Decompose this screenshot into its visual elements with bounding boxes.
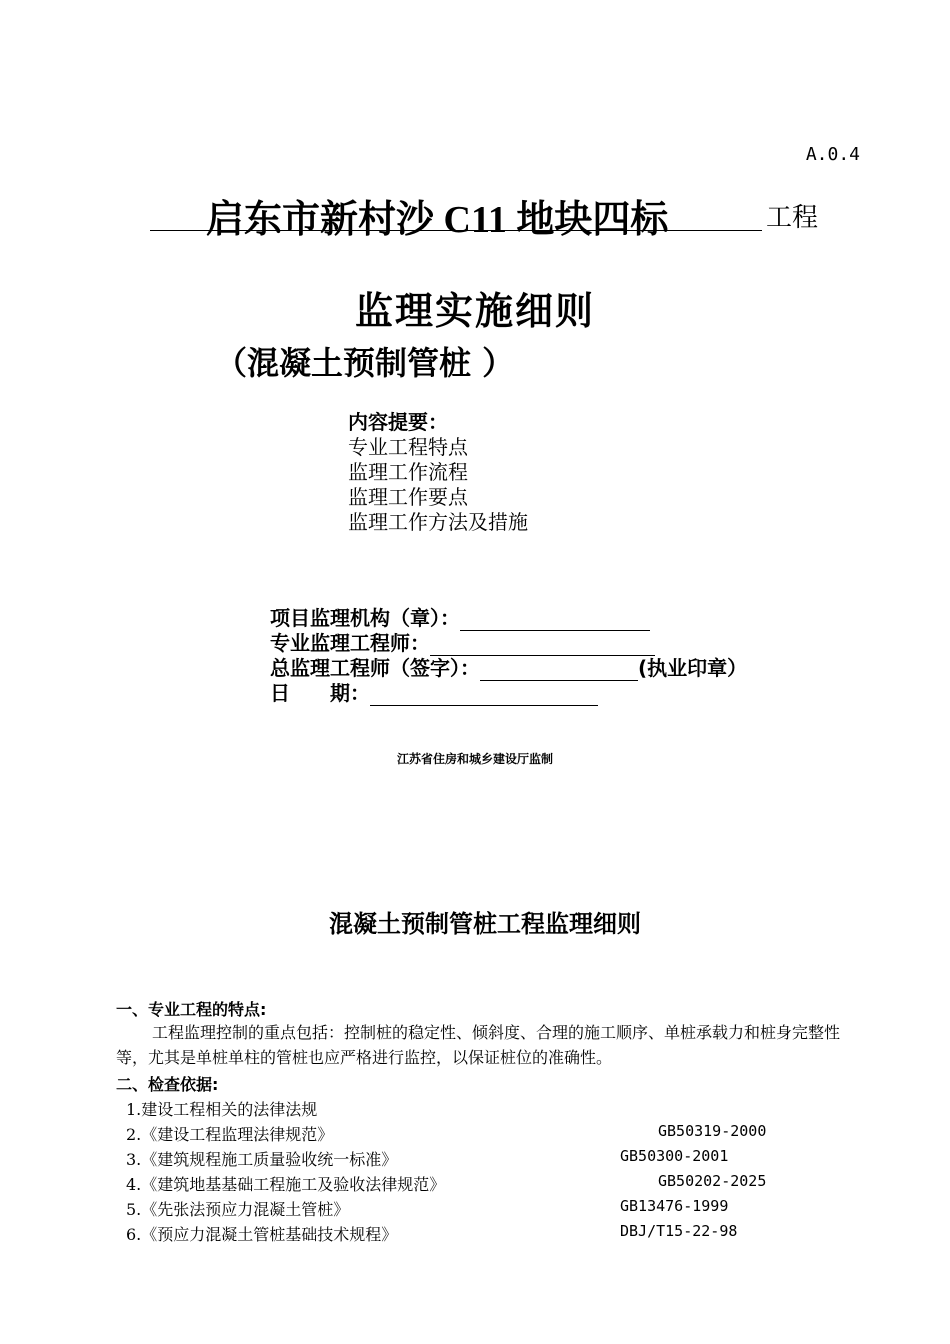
outline-item: 专业工程特点 <box>348 435 468 459</box>
outline-heading: 内容提要： <box>348 410 448 434</box>
date-label: 日 期： <box>270 681 370 705</box>
reference-code: DBJ/T15-22-98 <box>620 1222 738 1240</box>
reference-item: 4.《建筑地基基础工程施工及验收法律规范》 GB50202-2025 <box>126 1172 767 1194</box>
chief-label: 总监理工程师（签字）： <box>270 656 480 680</box>
outline-item: 监理工作流程 <box>348 460 468 484</box>
date-row <box>270 681 747 706</box>
project-name: 启东市新村沙 C11 地块四标 <box>206 199 669 241</box>
engineer-label: 专业监理工程师： <box>270 631 430 655</box>
reference-item: 6.《预应力混凝土管桩基础技术规程》 DBJ/T15-22-98 <box>126 1222 738 1244</box>
section1-heading: 一、专业工程的特点: <box>116 1000 267 1019</box>
form-code: A.0.4 <box>805 144 860 165</box>
reference-code: GB50300-2001 <box>620 1147 729 1165</box>
engineer-signature-line[interactable] <box>430 635 655 656</box>
content-outline <box>348 410 528 535</box>
reference-item: 2.《建设工程监理法律规范》 GB50319-2000 <box>126 1122 767 1144</box>
outline-item: 监理工作方法及措施 <box>348 510 528 534</box>
signature-block <box>270 606 747 706</box>
date-line[interactable] <box>370 685 598 706</box>
org-label: 项目监理机构（章）： <box>270 606 460 630</box>
org-signature-line[interactable] <box>460 610 650 631</box>
outline-item: 监理工作要点 <box>348 485 468 509</box>
chief-signature-line[interactable] <box>480 660 638 681</box>
section2-heading: 二、检查依据: <box>116 1075 219 1094</box>
reference-item: 3.《建筑规程施工质量验收统一标准》 GB50300-2001 <box>126 1147 729 1169</box>
seal-note: (执业印章） <box>638 656 748 680</box>
main-title: 监理实施细则 <box>354 289 595 333</box>
issuer-note: 江苏省住房和城乡建设厅监制 <box>396 752 553 766</box>
reference-code: GB50202-2025 <box>658 1172 767 1190</box>
section1-text: 工程监理控制的重点包括：控制桩的稳定性、倾斜度、合理的施工顺序、单桩承载力和桩身完整性等，尤其是单桩单柱的管桩也应严格进行监控，以保证桩位的准确性。 <box>116 1023 841 1067</box>
reference-item: 5.《先张法预应力混凝土管桩》 GB13476-1999 <box>126 1197 729 1219</box>
reference-item: 1.建设工程相关的法律法规 <box>126 1100 318 1119</box>
chief-signature-row <box>270 656 747 681</box>
reference-code: GB13476-1999 <box>620 1197 729 1215</box>
org-signature-row <box>270 606 747 631</box>
engineer-signature-row <box>270 631 747 656</box>
project-suffix: 工程 <box>766 203 819 233</box>
document-title: 混凝土预制管桩工程监理细则 <box>329 910 641 938</box>
reference-code: GB50319-2000 <box>658 1122 767 1140</box>
sub-title: （混凝土预制管桩 ） <box>215 344 515 382</box>
